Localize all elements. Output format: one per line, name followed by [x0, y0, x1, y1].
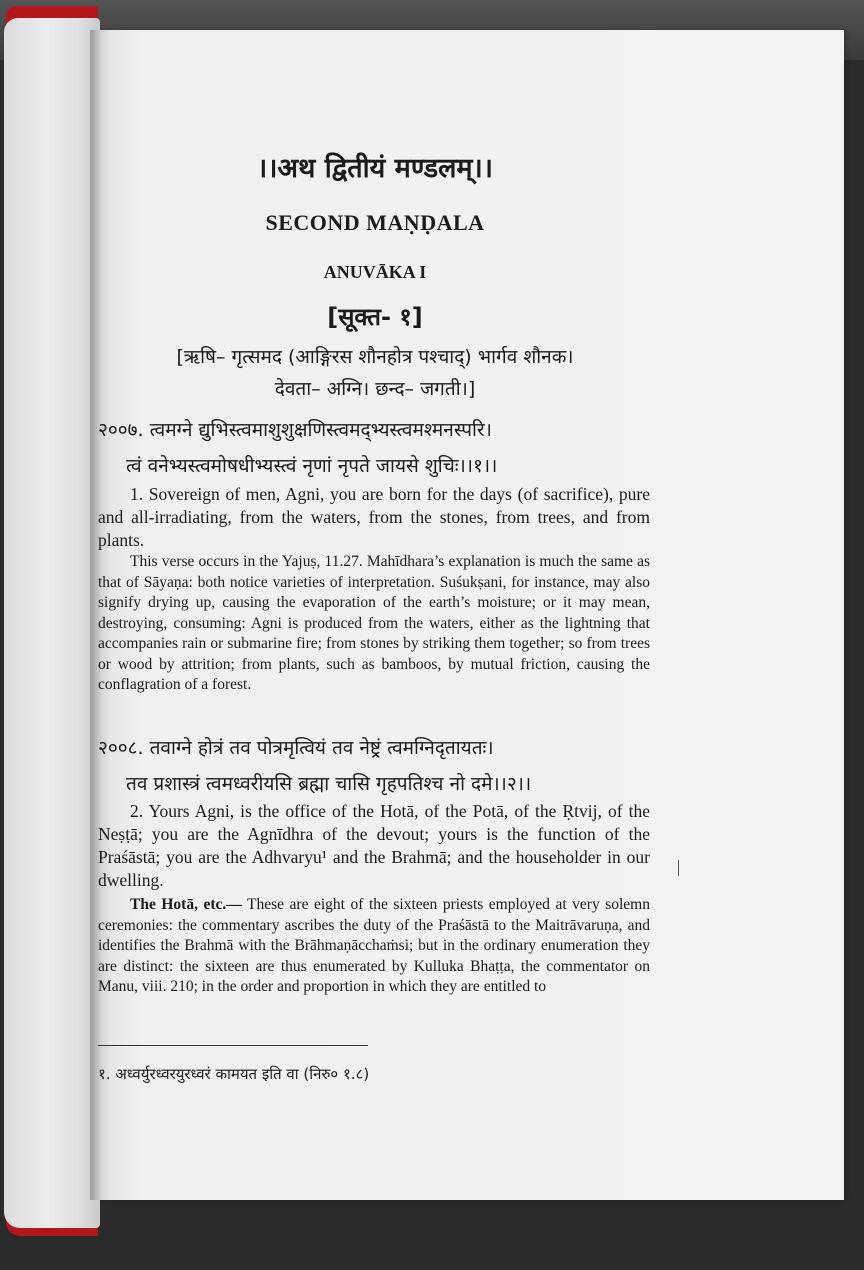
anuvaka-heading: ANUVĀKA I [323, 262, 427, 282]
footnote-divider [98, 1045, 368, 1046]
verse-2-note [98, 895, 650, 998]
verse-1-line-2: त्वं वनेभ्यस्त्वमोषधीभ्यस्त्वं नृणां नृपते जायसे शुचिः।।१।। [126, 455, 498, 477]
verse-1-note: This verse occurs in the Yajuṣ, 11.27. Mahīdhara’s explanation is much the same as that of Sāyaṇa: both notice varieties of interpretation. Suśukṣani, for instance, may also signify drying up, causing the evaporation of the earth’s moisture; or it may mean, destroying, consuming: Agni is produced from the waters, either as the lightning that accompanies rain or submarine fire; from stones by striking them together; so from trees or wood by attrition; from plants, such as bamboos, by mutual friction, causing the conflagration of a forest. [98, 553, 650, 693]
verse-2-note-lead: The Hotā, etc.— [130, 896, 242, 913]
verse-1-translation: 1. Sovereign of men, Agni, you are born for the days (of sacrifice), pure and all-irradiating, from the waters, from the stones, from trees, and from plants. [98, 484, 650, 550]
verse-2-note-body: These are eight of the sixteen priests employed at very solemn ceremonies: the commentary ascribes the duty of the Praśāstā to the Maitrāvaruṇa, and identifies the Brahmā with the Brāhmaṇācchaṁsi; but in the ordinary enumeration they are distinct: the sixteen are thus enumerated by Kulluka Bhaṭṭa, the commentator on Manu, viii. 210; in the order and proportion in which they are entitled to [98, 896, 650, 995]
verse-1-line-1: २००७. त्वमग्ने द्युभिस्त्वमाशुशुक्षणिस्त्वमद्भ्यस्त्वमश्मनस्परि। [98, 419, 492, 441]
sukta-heading: [सूक्त- १] [327, 303, 423, 331]
verse-2-line-2: तव प्रशास्त्रं त्वमध्वरीयसि ब्रह्मा चासि गृहपतिश्च नो दमे।।२।। [126, 773, 532, 795]
devata-line: देवता– अग्नि। छन्द– जगती।] [274, 378, 476, 400]
verse-2-line-1: २००८. तवाग्ने होत्रं तव पोत्रमृत्वियं तव नेष्ट्रं त्वमग्निदृतायतः। [98, 737, 494, 759]
left-page-edge [4, 18, 100, 1228]
devanagari-title: ।।अथ द्वितीयं मण्डलम्।। [256, 153, 494, 184]
footnote: १. अध्वर्युरध्वरयुरध्वरं कामयत इति वा (निरु० १.८) [98, 1065, 370, 1083]
margin-mark [678, 860, 679, 876]
english-title: SECOND MAṆḌALA [265, 210, 485, 235]
rishi-line: [ऋषि– गृत्समद (आङ्गिरस शौनहोत्र पश्चाद्) भार्गव शौनक। [176, 346, 574, 368]
verse-2-translation: 2. Yours Agni, is the office of the Hotā, of the Potā, of the Ṛtvij, of the Neṣṭā; you are the Agnīdhra of the devout; yours is the function of the Praśāstā; you are the Adhvaryu¹ and the Brahmā; and the householder in our dwelling. [98, 801, 650, 890]
